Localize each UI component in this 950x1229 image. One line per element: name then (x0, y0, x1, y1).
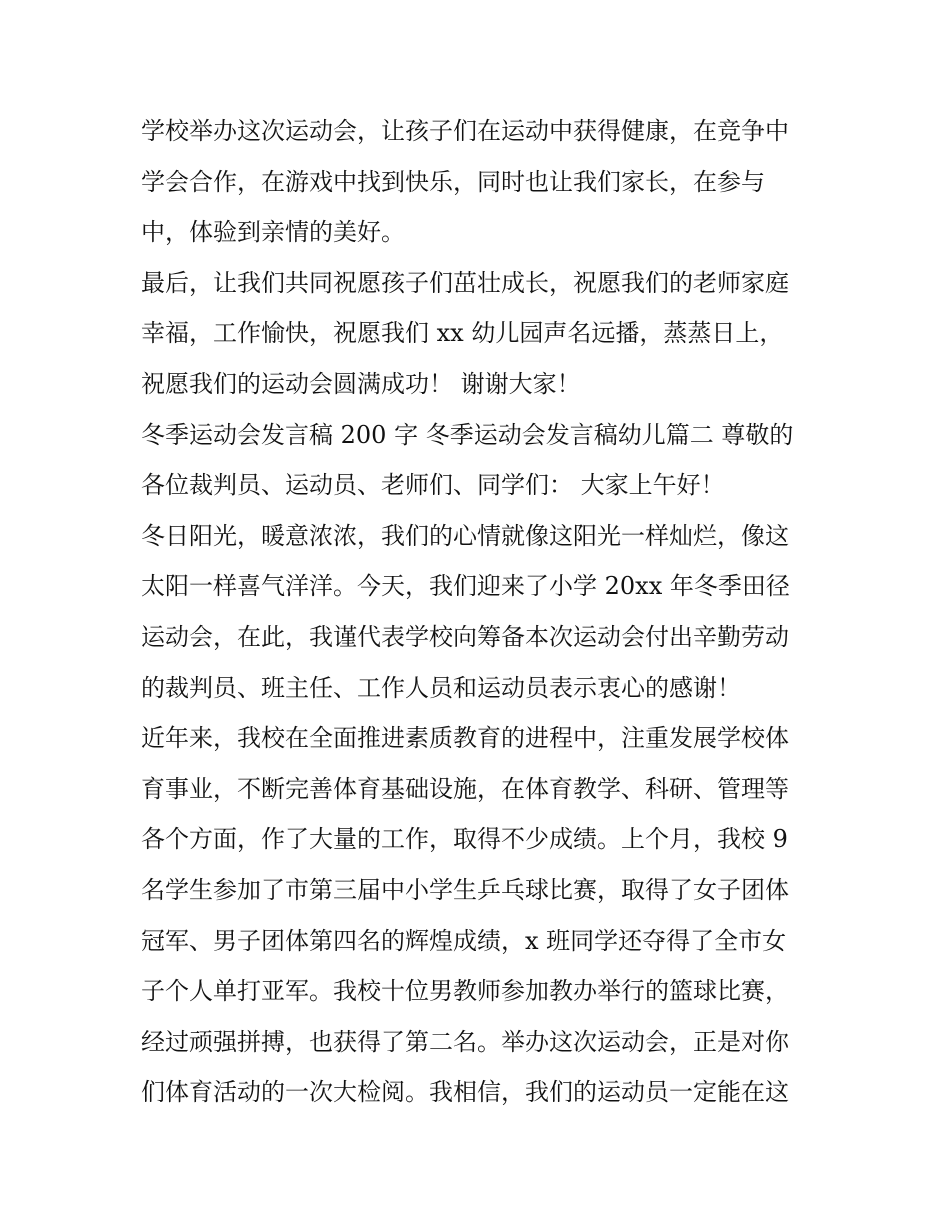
text-line: 太阳一样喜气洋洋。今天，我们迎来了小学 20xx 年冬季田径 (141, 572, 790, 601)
text-line: 冠军、男子团体第四名的辉煌成绩，x 班同学还夺得了全市女 (141, 926, 787, 955)
text-line: 学校举办这次运动会，让孩子们在运动中获得健康，在竞争中 (141, 117, 789, 145)
text-line: 各位裁判员、运动员、老师们、同学们： 大家上午好！ (141, 471, 725, 500)
text-line: 各个方面，作了大量的工作，取得不少成绩。上个月，我校 9 (141, 825, 788, 854)
text-line: 冬季运动会发言稿 200 字 冬季运动会发言稿幼儿篇二 尊敬的 (141, 420, 794, 449)
text-line: 冬日阳光，暖意浓浓，我们的心情就像这阳光一样灿烂，像这 (141, 521, 789, 550)
text-line: 经过顽强拼搏，也获得了第二名。举办这次运动会，正是对你 (141, 1027, 789, 1056)
text-line: 的裁判员、班主任、工作人员和运动员表示衷心的感谢！ (141, 673, 741, 702)
text-line: 祝愿我们的运动会圆满成功！ 谢谢大家！ (141, 369, 581, 398)
text-line: 育事业，不断完善体育基础设施，在体育教学、科研、管理等 (141, 774, 789, 803)
text-line: 运动会，在此，我谨代表学校向筹备本次运动会付出辛勤劳动 (141, 622, 789, 651)
document-body (141, 106, 821, 1118)
text-line: 近年来，我校在全面推进素质教育的进程中，注重发展学校体 (141, 724, 789, 753)
text-line: 幸福，工作愉快，祝愿我们 xx 幼儿园声名远播，蒸蒸日上， (141, 319, 784, 348)
text-line: 中，体验到亲情的美好。 (141, 218, 405, 247)
text-line: 子个人单打亚军。我校十位男教师参加教办举行的篮球比赛， (141, 977, 789, 1006)
text-line: 们体育活动的一次大检阅。我相信，我们的运动员一定能在这 (141, 1078, 789, 1107)
text-line: 名学生参加了市第三届中小学生乒乓球比赛，取得了女子团体 (141, 875, 789, 904)
text-line: 学会合作，在游戏中找到快乐，同时也让我们家长，在参与 (141, 167, 765, 196)
text-line: 最后，让我们共同祝愿孩子们茁壮成长，祝愿我们的老师家庭 (141, 268, 789, 297)
